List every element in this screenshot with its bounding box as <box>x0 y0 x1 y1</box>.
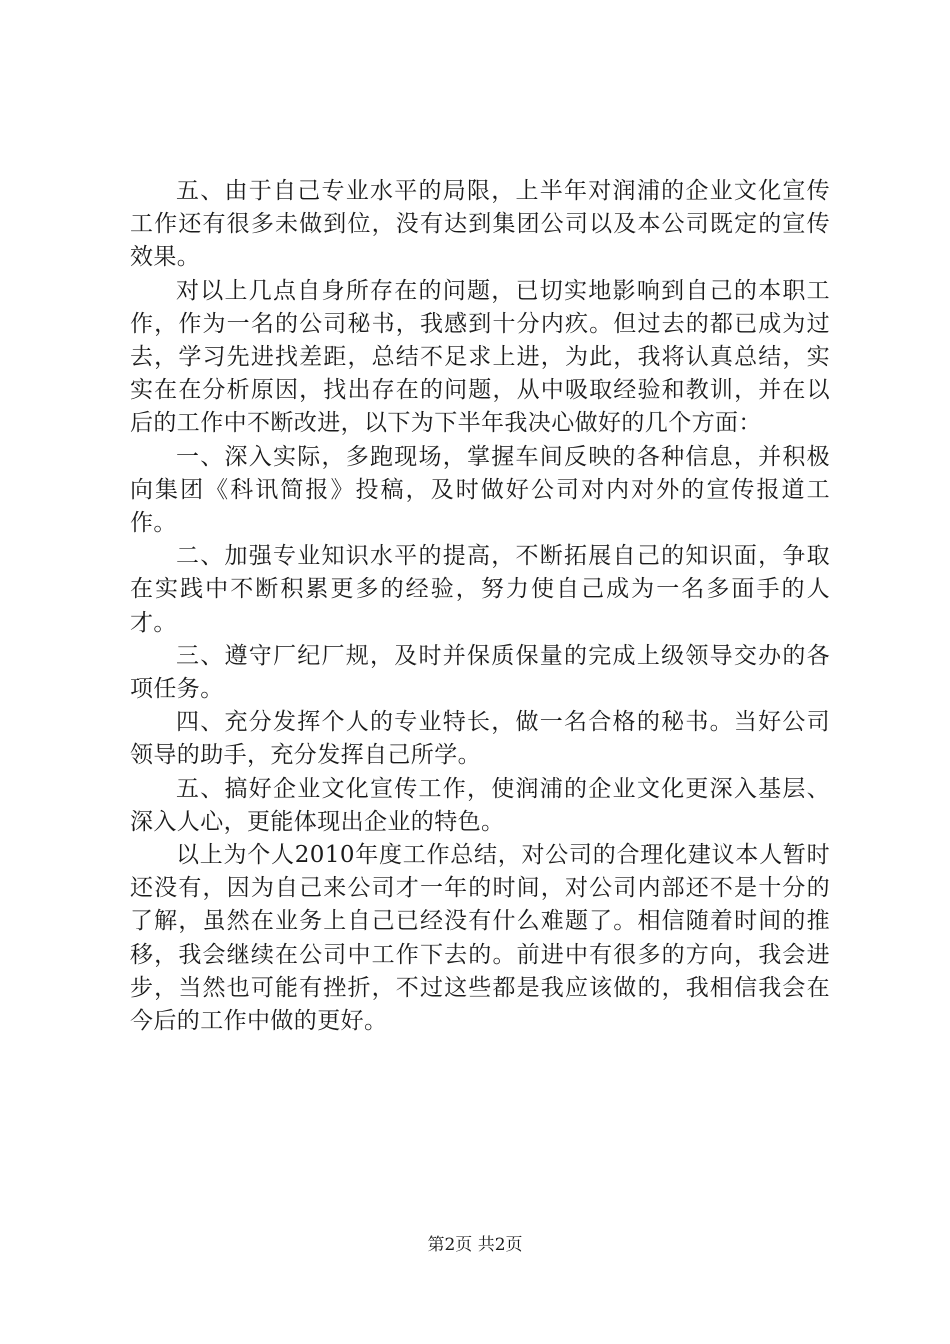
page-footer <box>0 1233 950 1257</box>
page-number-indicator: 第2页 共2页 <box>427 1235 523 1255</box>
paragraph-problem-five: 五、由于自己专业水平的局限，上半年对润浦的企业文化宣传工作还有很多未做到位，没有达到集团公司以及本公司既定的宣传效果。 <box>130 178 830 271</box>
paragraph-plan-five: 五、搞好企业文化宣传工作，使润浦的企业文化更深入基层、深入人心，更能体现出企业的特色。 <box>130 775 830 835</box>
paragraph-plan-four: 四、充分发挥个人的专业特长，做一名合格的秘书。当好公司领导的助手，充分发挥自己所学。 <box>130 709 830 769</box>
document-body <box>130 175 830 1038</box>
paragraph-reflection: 对以上几点自身所存在的问题，已切实地影响到自己的本职工作，作为一名的公司秘书，我感到十分内疚。但过去的都已成为过去，学习先进找差距，总结不足求上进，为此，我将认真总结，实实在在分析原因，找出存在的问题，从中吸取经验和教训，并在以后的工作中不断改进，以下为下半年我决心做好的几个方面： <box>130 277 830 437</box>
paragraph-plan-three: 三、遵守厂纪厂规，及时并保质保量的完成上级领导交办的各项任务。 <box>130 642 830 703</box>
paragraph-plan-one: 一、深入实际，多跑现场，掌握车间反映的各种信息，并积极向集团《科讯简报》投稿，及时做好公司对内对外的宣传报道工作。 <box>130 443 830 537</box>
paragraph-conclusion: 以上为个人2010年度工作总结，对公司的合理化建议本人暂时还没有，因为自己来公司才一年的时间，对公司内部还不是十分的了解，虽然在业务上自己已经没有什么难题了。相信随着时间的推移，我会继续在公司中工作下去的。前进中有很多的方向，我会进步，当然也可能有挫折，不过这些都是我应该做的，我相信我会在今后的工作中做的更好。 <box>130 842 830 1035</box>
paragraph-plan-two: 二、加强专业知识水平的提高，不断拓展自己的知识面，争取在实践中不断积累更多的经验，努力使自己成为一名多面手的人才。 <box>130 543 830 636</box>
